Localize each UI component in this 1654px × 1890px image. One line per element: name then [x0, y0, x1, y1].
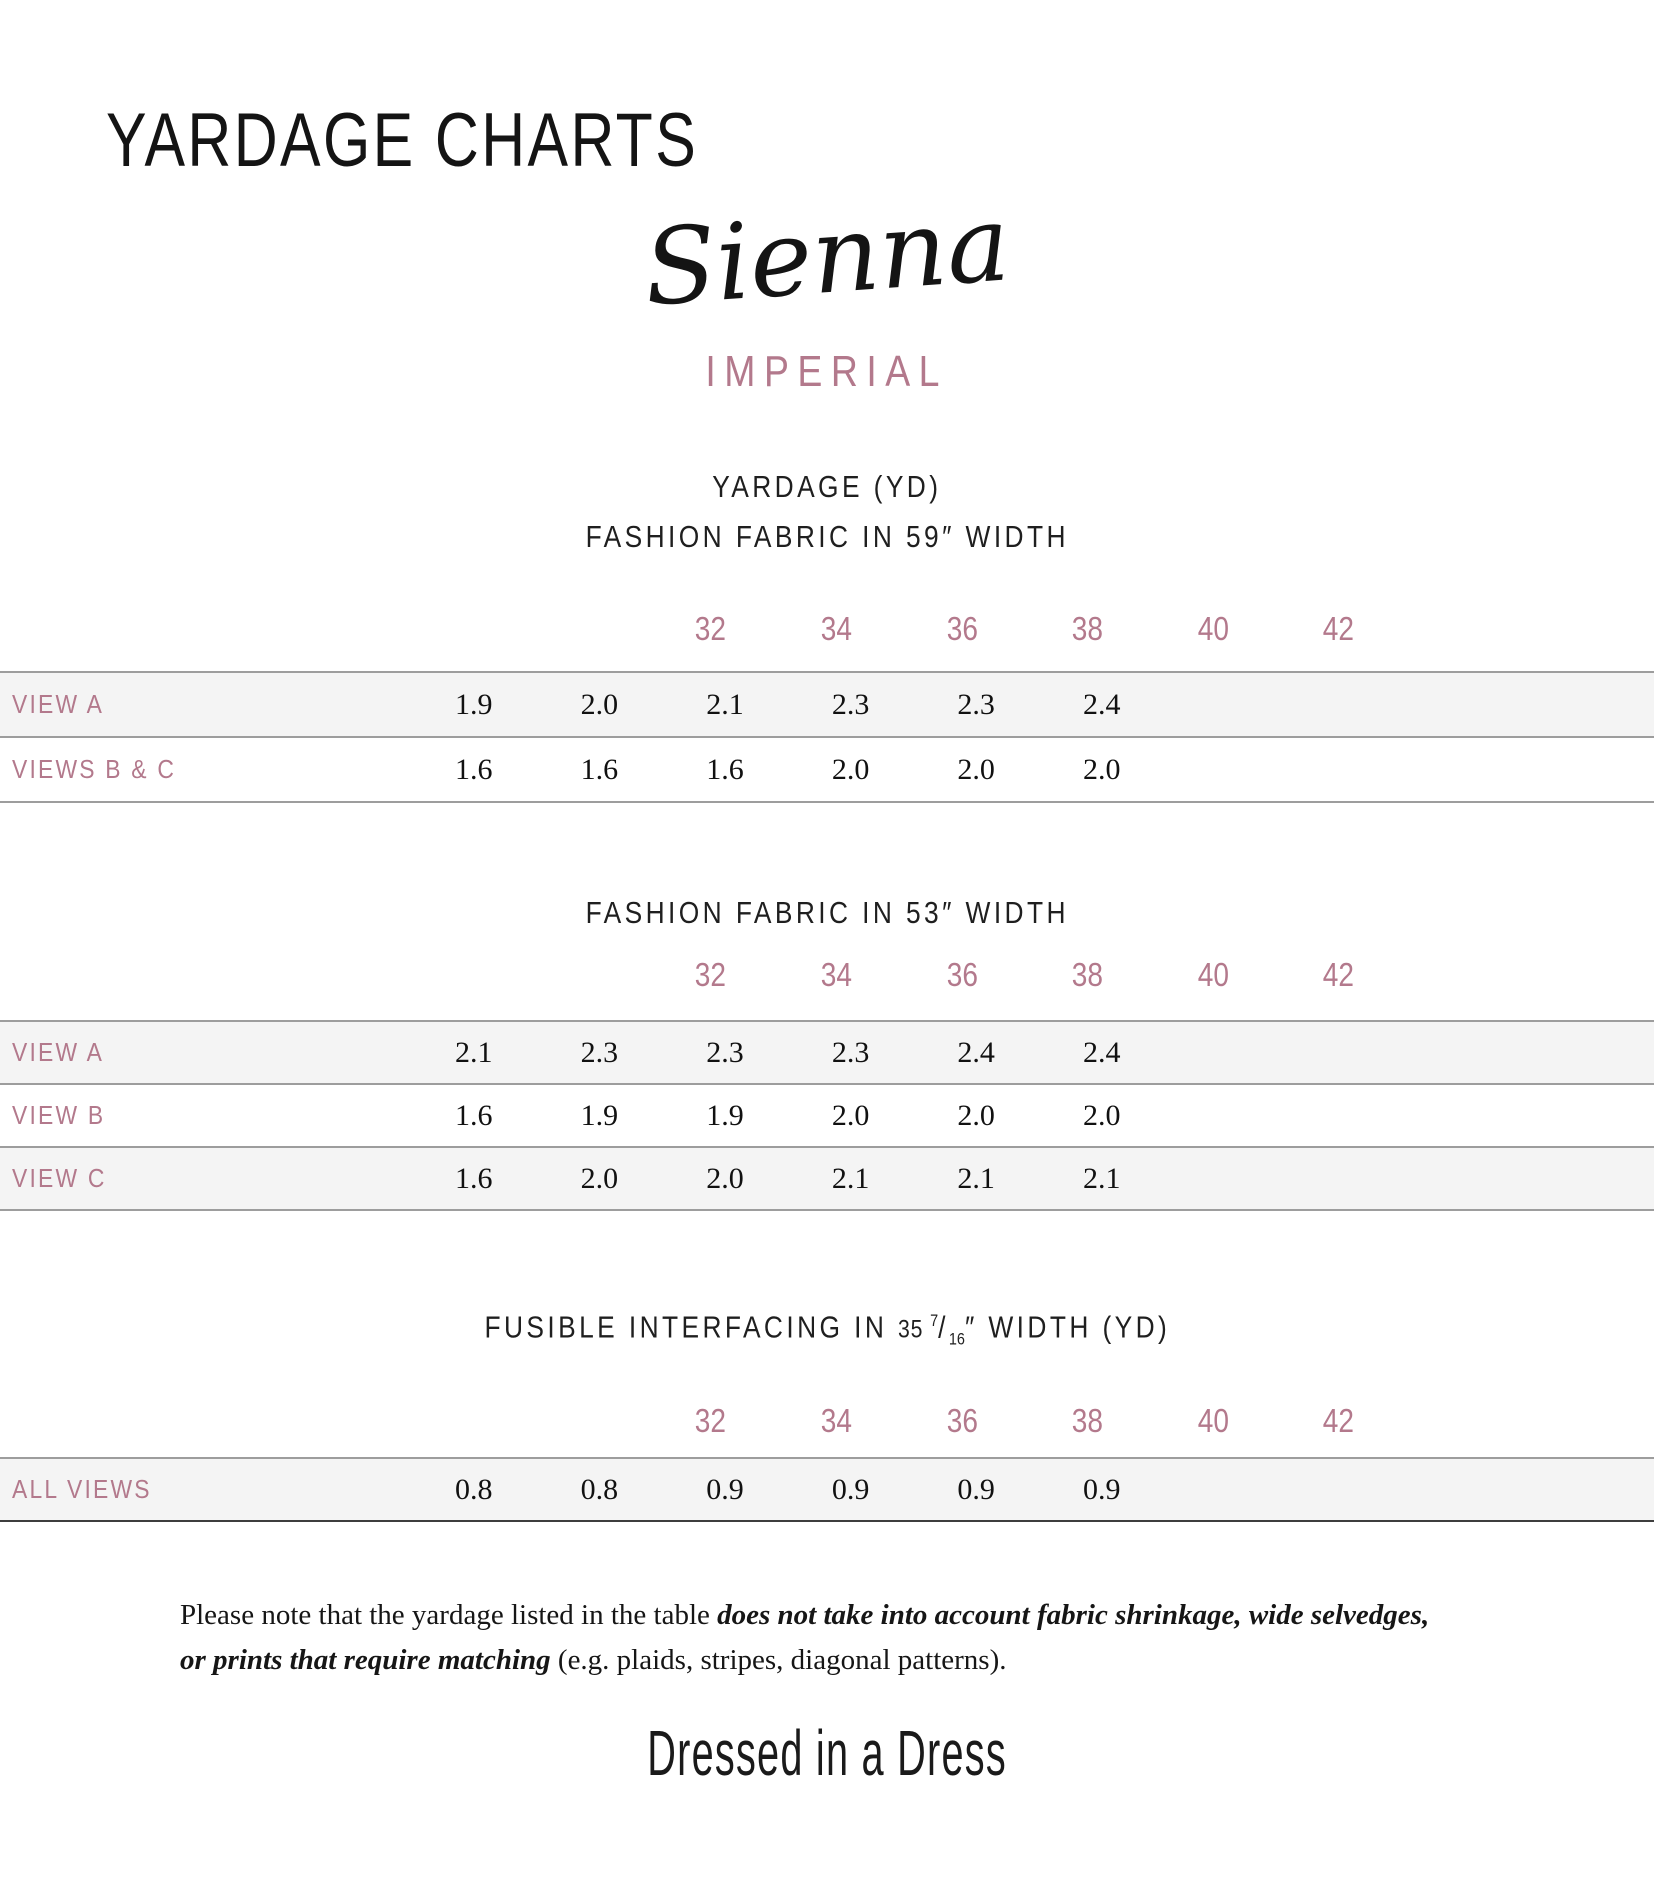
yardage-value: 2.1 — [455, 1036, 493, 1069]
brand-script-name — [0, 182, 1654, 330]
size-header-text: 32 — [695, 1401, 727, 1439]
size-header-row — [237, 953, 1439, 997]
yardage-value: 2.0 — [1083, 1099, 1121, 1132]
yardage-value: 2.0 — [831, 1099, 870, 1132]
page-title — [106, 98, 846, 183]
yardage-value: 2.4 — [1083, 688, 1121, 721]
size-header-text: 38 — [1071, 1401, 1104, 1439]
size-header — [648, 1399, 774, 1443]
yardage-value: 1.9 — [706, 1099, 744, 1132]
brand-script-text: Sienna — [640, 182, 1014, 330]
page-title-text: YARDAGE CHARTS — [106, 98, 699, 183]
units-label — [0, 349, 1654, 395]
yardage-value: 0.9 — [957, 1472, 995, 1506]
yardage-value: 2.3 — [957, 688, 995, 721]
size-header — [1025, 953, 1151, 997]
yardage-value: 2.4 — [1083, 1036, 1121, 1069]
row-label-text: ALL VIEWS — [12, 1473, 152, 1504]
size-header-spacer — [237, 607, 648, 651]
footer-brand — [0, 1719, 1654, 1787]
row-label — [0, 1459, 411, 1520]
units-label-text: IMPERIAL — [705, 347, 949, 396]
table-row — [0, 1022, 1654, 1085]
yardage-value: 2.0 — [1083, 753, 1121, 786]
yardage-value: 2.3 — [831, 688, 870, 721]
size-header — [1150, 607, 1276, 651]
section-heading — [0, 462, 1654, 562]
yardage-value: 1.9 — [455, 688, 493, 721]
yardage-value: 2.1 — [957, 1162, 995, 1195]
size-header-text: 36 — [946, 610, 978, 647]
size-header — [1150, 953, 1276, 997]
section-heading-text: FASHION FABRIC IN 53″ WIDTH — [585, 895, 1069, 930]
footer-brand-text: Dressed in a Dress — [647, 1717, 1007, 1789]
size-header-text: 34 — [820, 956, 852, 993]
section-heading-text: YARDAGE (YD) — [712, 469, 942, 504]
size-header-text: 42 — [1323, 1401, 1355, 1439]
yardage-value: 0.9 — [706, 1472, 744, 1506]
fraction-numerator: 7 — [929, 1311, 938, 1330]
yardage-table — [0, 1457, 1654, 1522]
section-fabric-59 — [0, 462, 1654, 803]
size-header — [899, 1399, 1025, 1443]
table-row — [0, 673, 1654, 738]
size-header-text: 32 — [695, 956, 727, 993]
yardage-value: 2.0 — [957, 753, 995, 786]
section-heading — [0, 1298, 1654, 1363]
yardage-value: 1.9 — [580, 1099, 619, 1132]
size-header — [1276, 607, 1402, 651]
yardage-value: 2.3 — [706, 1036, 744, 1069]
yardage-value: 2.3 — [831, 1036, 870, 1069]
section-heading-text: FASHION FABRIC IN 59″ WIDTH — [585, 519, 1069, 554]
yardage-value: 1.6 — [455, 1162, 493, 1195]
size-header — [1025, 607, 1151, 651]
row-label — [0, 738, 411, 801]
yardage-value: 2.1 — [706, 688, 744, 721]
size-header-text: 40 — [1197, 610, 1229, 647]
section-heading — [0, 890, 1654, 936]
size-header-text: 42 — [1323, 610, 1355, 647]
size-header-text: 32 — [695, 610, 727, 647]
size-header — [1276, 1399, 1402, 1443]
yardage-value: 0.8 — [580, 1472, 619, 1506]
section-fabric-53 — [0, 890, 1654, 1211]
size-header-text: 34 — [820, 610, 852, 647]
table-row — [0, 738, 1654, 803]
section-heading-text: FUSIBLE INTERFACING IN 35 $^7/_{16}''$ WIDTH (YD) — [484, 1309, 1170, 1349]
size-header-text: 34 — [820, 1401, 852, 1439]
table-row — [0, 1459, 1654, 1522]
yardage-value: 2.0 — [580, 688, 619, 721]
row-label-text: VIEW A — [12, 1037, 105, 1067]
yardage-value: 2.0 — [957, 1099, 995, 1132]
size-header — [1276, 953, 1402, 997]
yardage-value: 2.0 — [706, 1162, 744, 1195]
row-label — [0, 1148, 411, 1209]
section-heading-line — [0, 512, 1654, 562]
size-header — [899, 953, 1025, 997]
row-label — [0, 1085, 411, 1146]
section-interfacing — [0, 1298, 1654, 1522]
footnote-regular-end: (e.g. plaids, stripes, diagonal patterns). — [550, 1644, 1007, 1676]
footnote-emphasis-2: or prints that require matching — [180, 1644, 551, 1676]
yardage-value: 1.6 — [455, 753, 493, 786]
yardage-value: 2.1 — [831, 1162, 870, 1195]
size-header — [774, 953, 900, 997]
yardage-value: 2.4 — [957, 1036, 995, 1069]
yardage-value: 2.1 — [1083, 1162, 1121, 1195]
footnote-regular-start: Please note that the yardage listed in the table — [180, 1599, 718, 1631]
width-number: 35 — [897, 1315, 930, 1344]
section-heading-line — [0, 890, 1654, 936]
footnote-line-2 — [180, 1638, 1429, 1683]
row-label — [0, 1022, 411, 1083]
size-header — [1150, 1399, 1276, 1443]
size-header — [648, 953, 774, 997]
table-row — [0, 1085, 1654, 1148]
row-label — [0, 673, 411, 736]
row-label-text: VIEW B — [12, 1100, 106, 1130]
fraction-denominator: 16 — [948, 1329, 965, 1349]
row-label-text: VIEW A — [12, 689, 105, 719]
size-header-spacer — [237, 1399, 648, 1443]
size-header — [899, 607, 1025, 651]
size-header-text: 38 — [1071, 610, 1104, 647]
yardage-value: 2.0 — [831, 753, 870, 786]
yardage-value: 1.6 — [706, 753, 744, 786]
yardage-value: 1.6 — [455, 1099, 493, 1132]
size-header-text: 42 — [1323, 956, 1355, 993]
size-header — [648, 607, 774, 651]
footnote-emphasis-1: does not take into account fabric shrinkage, wide selvedges, — [717, 1599, 1430, 1631]
size-header — [774, 607, 900, 651]
size-header-row — [237, 607, 1439, 651]
size-header-text: 36 — [946, 1401, 978, 1439]
yardage-table — [0, 1020, 1654, 1211]
yardage-value: 2.3 — [580, 1036, 619, 1069]
size-header-text: 40 — [1197, 956, 1229, 993]
section-heading-line — [0, 1298, 1654, 1363]
yardage-value: 2.0 — [580, 1162, 619, 1195]
size-header-text: 40 — [1197, 1401, 1229, 1439]
size-header-text: 38 — [1071, 956, 1104, 993]
yardage-value: 0.9 — [1083, 1472, 1121, 1506]
footnote — [180, 1593, 1429, 1683]
size-header — [1025, 1399, 1151, 1443]
size-header-spacer — [237, 953, 648, 997]
yardage-value: 0.8 — [455, 1472, 493, 1506]
section-heading-line — [0, 462, 1654, 512]
row-label-text: VIEWS B & C — [12, 754, 177, 784]
yardage-value: 0.9 — [831, 1472, 870, 1506]
table-row — [0, 1148, 1654, 1211]
yardage-table — [0, 671, 1654, 803]
size-header-text: 36 — [946, 956, 978, 993]
footnote-line-1 — [180, 1593, 1429, 1638]
size-header — [774, 1399, 900, 1443]
row-label-text: VIEW C — [12, 1163, 107, 1193]
yardage-value: 1.6 — [580, 753, 619, 786]
size-header-row — [237, 1399, 1439, 1443]
